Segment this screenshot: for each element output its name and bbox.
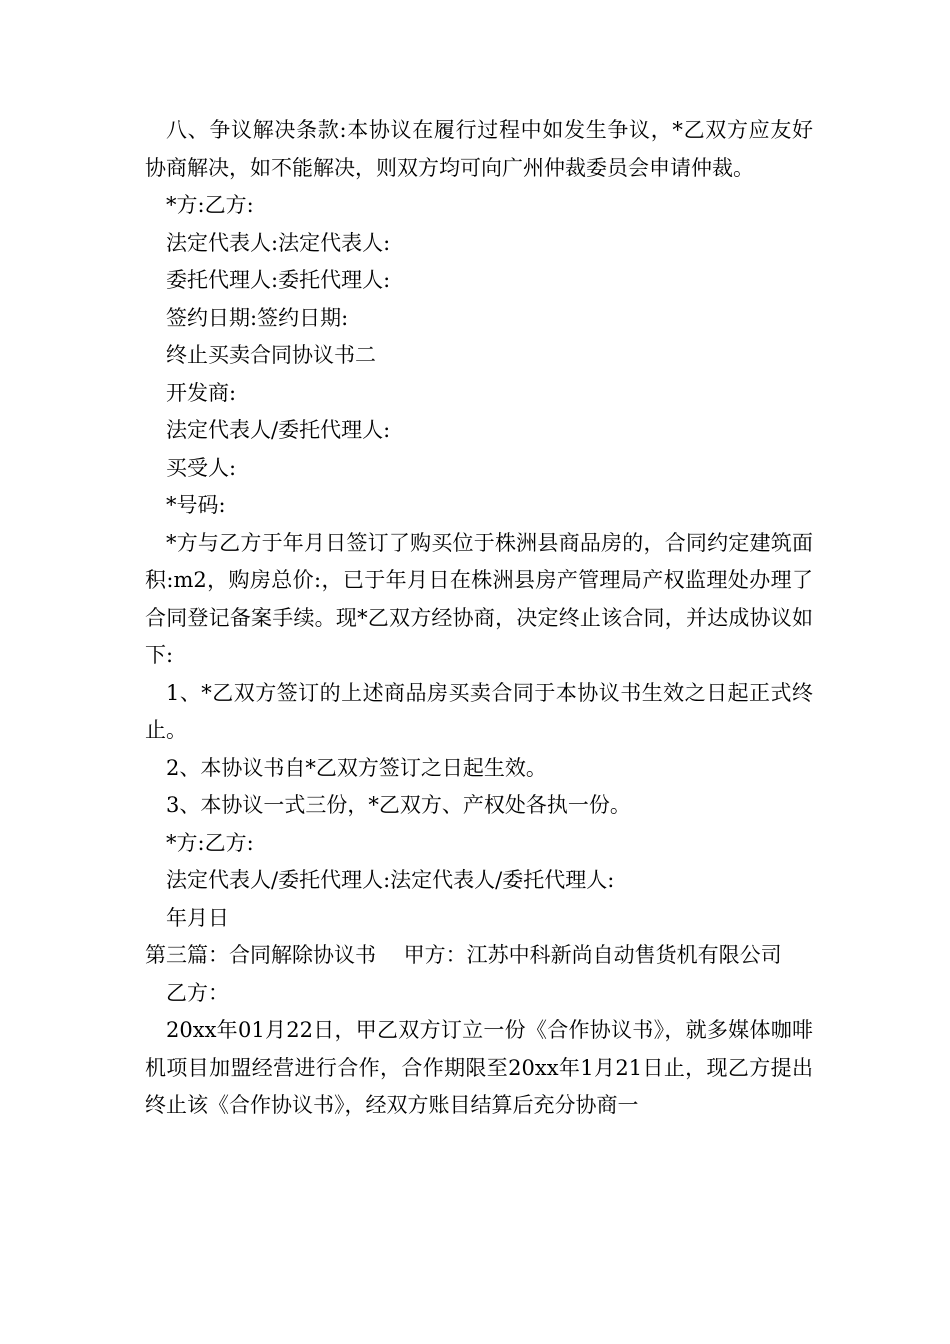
paragraph-legal-rep: 法定代表人:法定代表人: bbox=[166, 230, 391, 255]
paragraph-buyer: 买受人: bbox=[166, 455, 237, 480]
paragraph-sign-date: 签约日期:签约日期: bbox=[166, 305, 349, 330]
paragraph-contract-body: *方与乙方于年月日签订了购买位于株洲县商品房的，合同约定建筑面积:m2，购房总价:，已于年月日在株洲县房产管理局产权监理处办理了合同登记备案手续。现*乙双方经协商，决定终止该合同，并达成协议如下: bbox=[145, 530, 813, 667]
paragraph-item-3: 3、本协议一式三份，*乙双方、产权处各执一份。 bbox=[166, 793, 631, 817]
paragraph-item-1: 1、*乙双方签订的上述商品房买卖合同于本协议书生效之日起正式终止。 bbox=[145, 680, 813, 742]
paragraph-developer: 开发商: bbox=[166, 380, 237, 405]
paragraph-dispute-clause: 八、争议解决条款:本协议在履行过程中如发生争议，*乙双方应友好协商解决，如不能解决，则双方均可向广州仲裁委员会申请仲裁。 bbox=[145, 118, 813, 180]
paragraph-id-number: *号码: bbox=[166, 493, 226, 517]
paragraph-party-line: *方:乙方: bbox=[166, 193, 254, 217]
paragraph-party-b: 乙方： bbox=[166, 980, 229, 1005]
paragraph-date-line: 年月日 bbox=[166, 905, 229, 930]
paragraph-section-title-2: 终止买卖合同协议书二 bbox=[166, 343, 376, 367]
paragraph-developer-rep: 法定代表人/委托代理人: bbox=[166, 418, 391, 442]
paragraph-cooperation-body: 20xx年01月22日，甲乙双方订立一份《合作协议书》，就多媒体咖啡机项目加盟经营进行合作，合作期限至20xx年1月21日止，现乙方提出终止该《合作协议书》，经双方账目结算后充分协商一 bbox=[145, 1018, 813, 1117]
paragraph-agent: 委托代理人:委托代理人: bbox=[166, 268, 391, 292]
paragraph-item-2: 2、本协议书自*乙双方签订之日起生效。 bbox=[166, 755, 547, 780]
document-page bbox=[145, 112, 813, 1125]
paragraph-party-line-2: *方:乙方: bbox=[166, 830, 254, 855]
paragraph-section-title-3: 第三篇：合同解除协议书 甲方：江苏中科新尚自动售货机有限公司 bbox=[145, 943, 782, 967]
paragraph-rep-line-2: 法定代表人/委托代理人:法定代表人/委托代理人: bbox=[166, 868, 615, 892]
